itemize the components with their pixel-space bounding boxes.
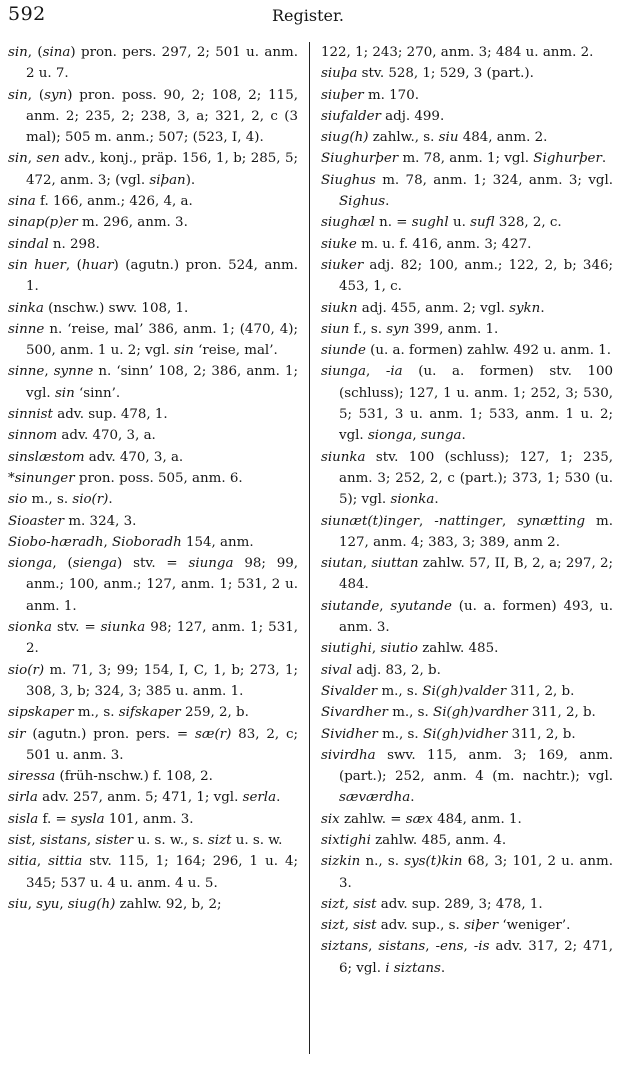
index-entry: sizt, sist adv. sup. 289, 3; 478, 1.: [321, 896, 543, 912]
index-entry: sinka (nschw.) swv. 108, 1.: [8, 300, 189, 316]
index-entry: sinne, synne n. ‘sinn’ 108, 2; 386, anm. 1; vgl. sin ‘sinn’.: [8, 364, 298, 401]
index-entry: siutan, siuttan zahlw. 57, II, B, 2, a; 297, 2; 484.: [321, 556, 613, 593]
index-entry: Sivardher m., s. Si(gh)vardher 311, 2, b.: [321, 705, 596, 721]
index-entry: sist, sistans, sister u. s. w., s. sizt u. s. w.: [8, 832, 283, 848]
index-entry: siztans, sistans, -ens, -is adv. 317, 2; 471, 6; vgl. i siztans.: [321, 939, 613, 976]
index-entry: siutande, syutande (u. a. formen) 493, u. anm. 3.: [321, 598, 613, 636]
index-entry: sin, (syn) pron. poss. 90, 2; 108, 2; 115, anm. 2; 235, 2; 238, 3, a; 321, 2, c (3 mal); 505 m. anm.; 507; (523, I, 4).: [8, 87, 298, 146]
index-entry: siutighi, siutio zahlw. 485.: [321, 641, 499, 657]
index-entry: sipskaper m., s. sifskaper 259, 2, b.: [8, 705, 249, 721]
index-entry: siufalder adj. 499.: [321, 108, 445, 124]
index-entry: siuþer m. 170.: [321, 87, 419, 103]
index-entry: sin huer, (huar) (agutn.) pron. 524, anm. 1.: [8, 257, 298, 295]
index-entry: sinap(p)er m. 296, anm. 3.: [8, 215, 188, 231]
index-entry: Sividher m., s. Si(gh)vidher 311, 2, b.: [321, 726, 576, 742]
index-entry: siukn adj. 455, anm. 2; vgl. sykn.: [321, 300, 545, 316]
index-entry: sindal n. 298.: [8, 236, 100, 252]
column-divider: [309, 42, 310, 1054]
index-entry: sir (agutn.) pron. pers. = sæ(r) 83, 2, c; 501 u. anm. 3.: [8, 726, 298, 763]
index-entry: *sinunger pron. poss. 505, anm. 6.: [8, 470, 243, 486]
index-entry: Sioaster m. 324, 3.: [8, 513, 137, 529]
index-entry: siuke m. u. f. 416, anm. 3; 427.: [321, 236, 532, 252]
index-entry: sin, (sina) pron. pers. 297, 2; 501 u. anm. 2 u. 7.: [8, 45, 298, 82]
index-entry: siunga, -ia (u. a. formen) stv. 100 (schluss); 127, 1 u. anm. 1; 252, 3; 530, 5; 531, 3 u. anm. 1; 533, anm. 1 u. 2; vgl. sionga, sunga.: [321, 364, 613, 444]
index-entry: sizt, sist adv. sup., s. siþer ‘weniger’.: [321, 918, 571, 934]
index-entry: siuþa stv. 528, 1; 529, 3 (part.).: [321, 66, 534, 82]
index-entry: sitia, sittia stv. 115, 1; 164; 296, 1 u. 4; 345; 537 u. 4 u. anm. 4 u. 5.: [8, 854, 299, 891]
index-entry: sivirdha swv. 115, anm. 3; 169, anm. (part.); 252, anm. 4 (m. nachtr.); vgl. sæværdha.: [321, 747, 613, 806]
index-entry: siressa (früh-nschw.) f. 108, 2.: [8, 769, 213, 785]
index-entry: sival adj. 83, 2, b.: [321, 662, 441, 678]
index-entry: siu, syu, siug(h) zahlw. 92, b, 2;: [8, 896, 222, 912]
index-entry: six zahlw. = sæx 484, anm. 1.: [321, 811, 522, 827]
index-entry: 122, 1; 243; 270, anm. 3; 484 u. anm. 2.: [321, 45, 594, 60]
right-column: [321, 42, 613, 979]
index-entry: sio m., s. sio(r).: [8, 492, 113, 508]
index-entry: sirla adv. 257, anm. 5; 471, 1; vgl. serla.: [8, 790, 281, 806]
left-column: [8, 42, 298, 915]
index-entry: sinne n. ‘reise, mal’ 386, anm. 1; (470, 4); 500, anm. 1 u. 2; vgl. sin ‘reise, mal’.: [8, 321, 298, 359]
index-entry: siunka stv. 100 (schluss); 127, 1; 235, anm. 3; 252, 2, c (part.); 373, 1; 530 (u. 5); vgl. sionka.: [321, 449, 613, 508]
index-entry: siunæt(t)inger, -nattinger, synætting m. 127, anm. 4; 383, 3; 389, anm 2.: [321, 513, 614, 550]
running-title: Register.: [272, 6, 344, 25]
index-entry: sina f. 166, anm.; 426, 4, a.: [8, 194, 193, 210]
page-number: 592: [8, 3, 46, 25]
index-entry: sisla f. = sysla 101, anm. 3.: [8, 811, 194, 827]
index-entry: sin, sen adv., konj., präp. 156, 1, b; 285, 5; 472, anm. 3; (vgl. siþan).: [8, 151, 298, 188]
index-entry: sixtighi zahlw. 485, anm. 4.: [321, 832, 507, 848]
index-entry: sionga, (sienga) stv. = siunga 98; 99, anm.; 100, anm.; 127, anm. 1; 531, 2 u. anm. 1.: [8, 556, 299, 614]
index-entry: sio(r) m. 71, 3; 99; 154, I, C, 1, b; 273, 1; 308, 3, b; 324, 3; 385 u. anm. 1.: [8, 662, 298, 699]
index-entry: siunde (u. a. formen) zahlw. 492 u. anm. 1.: [321, 343, 612, 359]
index-entry: sionka stv. = siunka 98; 127, anm. 1; 531, 2.: [8, 620, 298, 657]
index-entry: sizkin n., s. sys(t)kin 68, 3; 101, 2 u. anm. 3.: [321, 854, 613, 891]
index-entry: Siobo-hæradh, Sioboradh 154, anm.: [8, 534, 254, 550]
index-entry: siuker adj. 82; 100, anm.; 122, 2, b; 346; 453, 1, c.: [321, 257, 613, 295]
index-entry: sinnist adv. sup. 478, 1.: [8, 407, 168, 423]
index-entry: Sivalder m., s. Si(gh)valder 311, 2, b.: [321, 683, 575, 699]
index-entry: sinslæstom adv. 470, 3, a.: [8, 449, 184, 465]
index-entry: Siughus m. 78, anm. 1; 324, anm. 3; vgl. Sighus.: [321, 172, 613, 210]
index-entry: siun f., s. syn 399, anm. 1.: [321, 321, 499, 337]
index-entry: sinnom adv. 470, 3, a.: [8, 428, 156, 444]
index-entry: Siughurþer m. 78, anm. 1; vgl. Sighurþer.: [321, 151, 607, 167]
index-entry: siug(h) zahlw., s. siu 484, anm. 2.: [321, 130, 548, 146]
index-entry: siughæl n. = sughl u. sufl 328, 2, c.: [321, 215, 562, 231]
page-header: [0, 0, 621, 36]
